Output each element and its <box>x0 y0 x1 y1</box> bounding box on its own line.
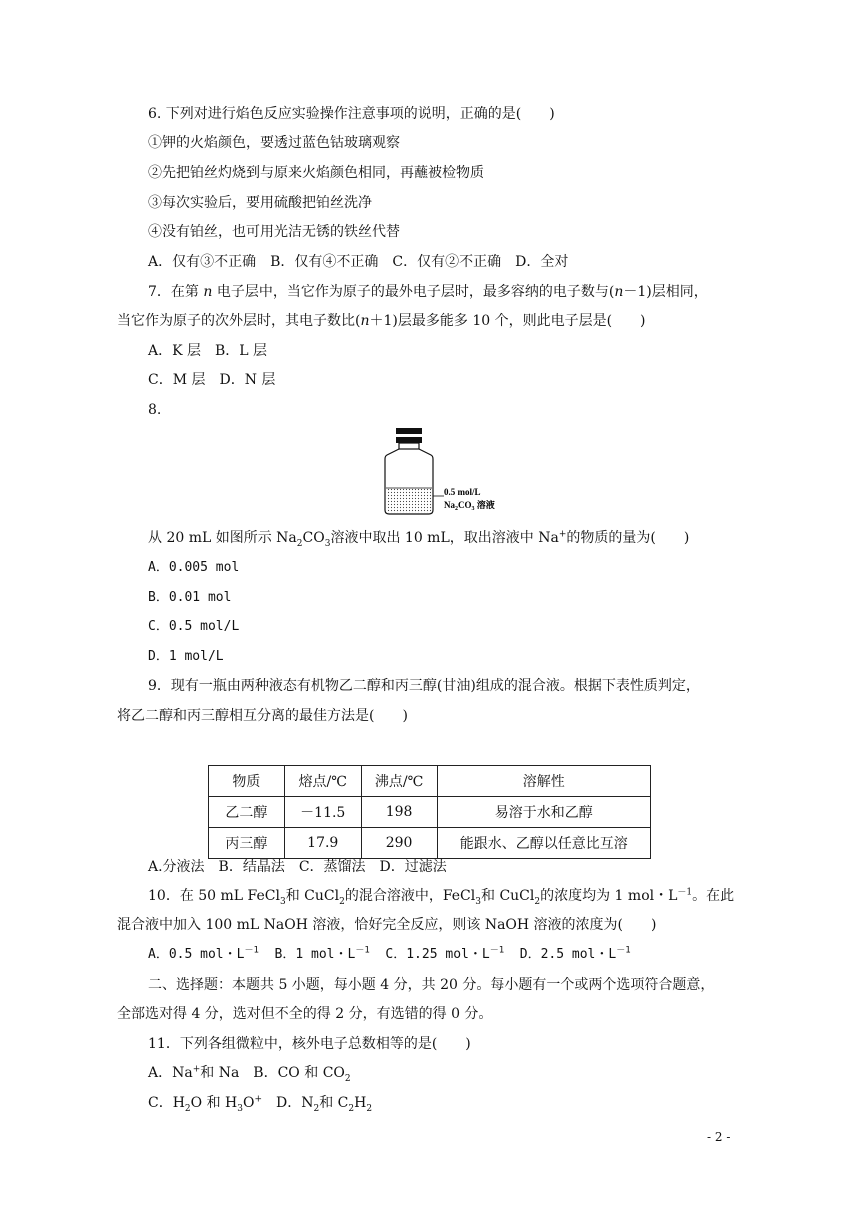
q6-options: A．仅有③不正确 B．仅有④不正确 C．仅有②不正确 D．全对 <box>148 254 569 270</box>
q10-options: A．0.5 mol・$L^{-1}$ B．1 mol・$L^{-1}$ C．1.25 mol・$L^{-1}$ D．2.5 mol・$L^{-1}$ <box>148 945 631 962</box>
properties-table <box>208 765 651 859</box>
q8-number: 8. <box>148 402 162 418</box>
page-number: - 2 - <box>707 1130 731 1144</box>
q9-options: A.分液法 B．结晶法 C．蒸馏法 D．过滤法 <box>148 859 447 875</box>
q8-stem: 从 20 mL 如图所示 $Na_2CO_3$溶液中取出 10 mL，取出溶液中 Na+的物质的量为( ) <box>148 529 690 549</box>
figure-conc-label: 0.5 mol/L <box>444 487 481 497</box>
q11-stem: 11．下列各组微粒中，核外电子总数相等的是( ) <box>148 1036 471 1052</box>
table-cell: 198 <box>361 797 437 828</box>
q9-line-2: 将乙二醇和丙三醇相互分离的最佳方法是( ) <box>117 708 408 724</box>
q6-stem: 6. 下列对进行焰色反应实验操作注意事项的说明，正确的是( ) <box>148 106 555 122</box>
table-cell: 能跟水、乙醇以任意比互溶 <box>437 828 650 859</box>
table-cell: 17.9 <box>284 828 361 859</box>
figure-solution-label: $Na_2CO_3$ 溶液 <box>444 500 495 512</box>
table-cell: 易溶于水和乙醇 <box>437 797 650 828</box>
bottle-cap-band <box>396 437 422 443</box>
q8-option-b: B．0.01 mol <box>148 590 232 605</box>
section-2-rules: 全部选对得 4 分，选对但不全的得 2 分，有选错的得 0 分。 <box>117 1006 493 1022</box>
q7-line-2: 当它作为原子的次外层时，其电子数比(n＋1)层最多能多 10 个，则此电子层是( ) <box>117 313 646 329</box>
q6-item-4: ④没有铂丝，也可用光洁无锈的铁丝代替 <box>148 224 400 240</box>
q7-options-1: A．K 层 B．L 层 <box>148 343 268 359</box>
table-header: 物质 <box>209 766 285 797</box>
table-row <box>209 797 651 828</box>
q7-options-2: C．M 层 D．N 层 <box>148 372 276 388</box>
section-2-heading: 二、选择题：本题共 5 小题，每小题 4 分，共 20 分。每小题有一个或两个选项符合题意， <box>148 977 715 993</box>
solution-liquid <box>386 488 432 513</box>
bottle-neck <box>399 443 419 449</box>
q7-line-1: 7．在第 n 电子层中，当它作为原子的最外电子层时，最多容纳的电子数与(n－1)层相同， <box>148 284 708 300</box>
table-cell: 290 <box>361 828 437 859</box>
q8-option-a: A．0.005 mol <box>148 560 240 575</box>
table-header: 沸点/℃ <box>361 766 437 797</box>
q10-line-2: 混合液中加入 100 mL NaOH 溶液，恰好完全反应，则该 NaOH 溶液的浓度为( ) <box>117 917 657 933</box>
table-cell: －11.5 <box>284 797 361 828</box>
table-row <box>209 828 651 859</box>
table-header-row <box>209 766 651 797</box>
q6-item-1: ①钾的火焰颜色，要透过蓝色钴玻璃观察 <box>148 135 400 151</box>
q6-item-2: ②先把铂丝灼烧到与原来火焰颜色相同，再蘸被检物质 <box>148 165 484 181</box>
table-cell: 丙三醇 <box>209 828 285 859</box>
q10-line-1: 10．在 50 mL FeCl$_3$和 CuCl$_2$的混合溶液中，FeCl$_3$和 CuCl$_2$的浓度均为 1 mol・$L^{-1}$。在此 <box>148 887 735 907</box>
reagent-bottle-figure <box>384 428 514 516</box>
q11-options-1: A．Na+和 Na B．CO 和 $CO_2$ <box>148 1064 351 1084</box>
q8-option-c: C．0.5 mol/L <box>148 619 240 634</box>
q9-line-1: 9．现有一瓶由两种液态有机物乙二醇和丙三醇(甘油)组成的混合液。根据下表性质判定， <box>148 678 700 694</box>
table-header: 熔点/℃ <box>284 766 361 797</box>
bottle-cap-top <box>396 428 422 434</box>
table-header: 溶解性 <box>437 766 650 797</box>
q8-option-d: D．1 mol/L <box>148 649 224 664</box>
table-cell: 乙二醇 <box>209 797 285 828</box>
q11-options-2: C．$H_2O$ 和 $H_3O^+$ D．$N_2$和 $C_2H_2$ <box>148 1094 373 1114</box>
q6-item-3: ③每次实验后，要用硫酸把铂丝洗净 <box>148 195 372 211</box>
